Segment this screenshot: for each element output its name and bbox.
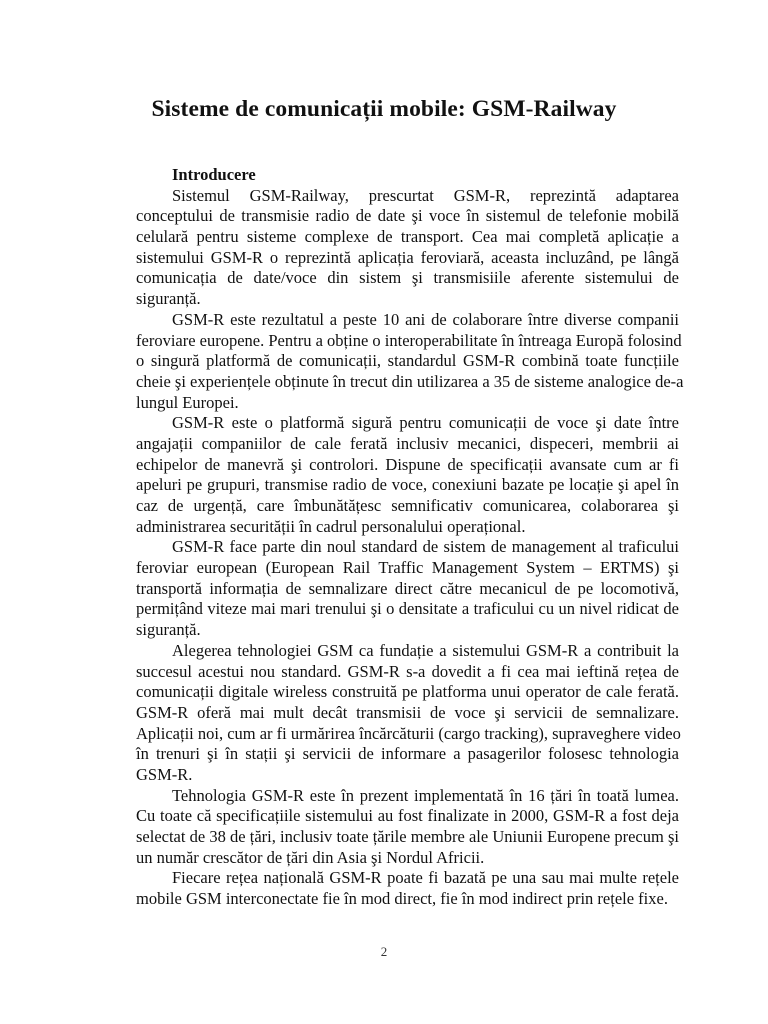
text-line: comunicația de date/voce din sistem şi transmisiile aferente sistemului de bbox=[136, 268, 679, 288]
text-line: administrarea securității în cadrul personalului operațional. bbox=[136, 516, 526, 536]
text-line: apeluri pe grupuri, transmise radio de voce, conexiuni bazate pe locație şi apel în bbox=[136, 475, 679, 495]
text-line: succesul acestui nou standard. GSM-R s-a dovedit a fi cea mai ieftină rețea de bbox=[136, 661, 679, 681]
text-line: feroviare europene. Pentru a obține o interoperabilitate în întreaga Europă folosind bbox=[136, 330, 682, 350]
text-line: GSM-R oferă mai mult decât transmisii de voce şi servicii de semnalizare. bbox=[136, 702, 679, 722]
text-line: siguranță. bbox=[136, 620, 201, 640]
text-line: transportă informația de semnalizare direct către mecanicul de pe locomotivă, bbox=[136, 578, 679, 598]
text-line: GSM-R. bbox=[136, 764, 193, 784]
text-line: GSM-R face parte din noul standard de sistem de management al traficului bbox=[172, 537, 679, 557]
text-line: angajații companiilor de cale ferată inclusiv mecanici, dispeceri, membrii ai bbox=[136, 433, 679, 453]
page-title: Sisteme de comunicații mobile: GSM-Railway bbox=[151, 96, 617, 122]
text-line: cheie şi experiențele obținute în trecut din utilizarea a 35 de sisteme analogice de-a bbox=[136, 371, 684, 391]
text-line: Tehnologia GSM-R este în prezent implementată în 16 țări în toată lumea. bbox=[172, 785, 679, 805]
text-line: caz de urgență, care îmbunătățesc semnificativ comunicarea, colaborarea şi bbox=[136, 496, 679, 515]
text-line: permițând viteze mai mari trenului şi o densitate a traficului cu un nivel ridicat de bbox=[136, 599, 679, 619]
text-line: un număr crescător de țări din Asia şi Nordul Africii. bbox=[136, 847, 485, 867]
document-body bbox=[136, 165, 684, 910]
text-line: celulară pentru sisteme complexe de transport. Cea mai completă aplicație a bbox=[136, 227, 679, 247]
text-line: GSM-R este o platformă sigură pentru comunicații de voce şi date între bbox=[172, 413, 679, 433]
page-number: 2 bbox=[380, 944, 388, 959]
text-line: Sistemul GSM-Railway, prescurtat GSM-R, reprezintă adaptarea bbox=[172, 185, 679, 205]
text-line: mobile GSM interconectate fie în mod direct, fie în mod indirect prin rețele fixe. bbox=[136, 889, 668, 909]
text-line: în trenuri şi în stații şi servicii de informare a pasagerilor folosesc tehnologia bbox=[136, 744, 679, 764]
paragraph bbox=[136, 186, 679, 310]
paragraph bbox=[136, 641, 679, 786]
text-line: o singură platformă de comunicații, standardul GSM-R combină toate funcțiile bbox=[136, 351, 679, 371]
paragraph bbox=[136, 786, 679, 869]
text-line: Aplicații noi, cum ar fi urmărirea încărcăturii (cargo tracking), supraveghere video bbox=[136, 723, 681, 743]
text-line: GSM-R este rezultatul a peste 10 ani de colaborare între diverse companii bbox=[172, 309, 679, 329]
text-line: comunicații digitale wireless construită pe platforma unui operator de cale ferată. bbox=[136, 682, 679, 702]
text-line: lungul Europei. bbox=[136, 392, 239, 412]
text-line: siguranță. bbox=[136, 289, 201, 309]
text-line: Fiecare rețea națională GSM-R poate fi bazată pe una sau mai multe rețele bbox=[172, 868, 679, 888]
text-line: selectat de 38 de țări, inclusiv toate țările membre ale Uniunii Europene precum şi bbox=[136, 827, 679, 846]
paragraph bbox=[136, 309, 684, 413]
paragraph bbox=[136, 537, 679, 640]
paragraphs-container bbox=[136, 185, 684, 910]
paragraph bbox=[136, 868, 679, 909]
text-line: sistemului GSM-R o reprezintă aplicația feroviară, aceasta incluzând, pe lângă bbox=[136, 247, 679, 267]
text-line: feroviar european (European Rail Traffic Management System – ERTMS) şi bbox=[136, 558, 679, 578]
text-line: conceptului de transmisie radio de date şi voce în sistemul de telefonie mobilă bbox=[136, 206, 679, 226]
text-line: echipelor de manevră şi controlori. Dispune de specificații avansate cum ar fi bbox=[136, 454, 679, 474]
section-heading: Introducere bbox=[172, 165, 256, 184]
text-line: Cu toate că specificațiile sistemului au fost finalizate in 2000, GSM-R a fost deja bbox=[136, 806, 679, 826]
paragraph bbox=[136, 413, 679, 537]
text-line: Alegerea tehnologiei GSM ca fundație a sistemului GSM-R a contribuit la bbox=[172, 640, 679, 660]
